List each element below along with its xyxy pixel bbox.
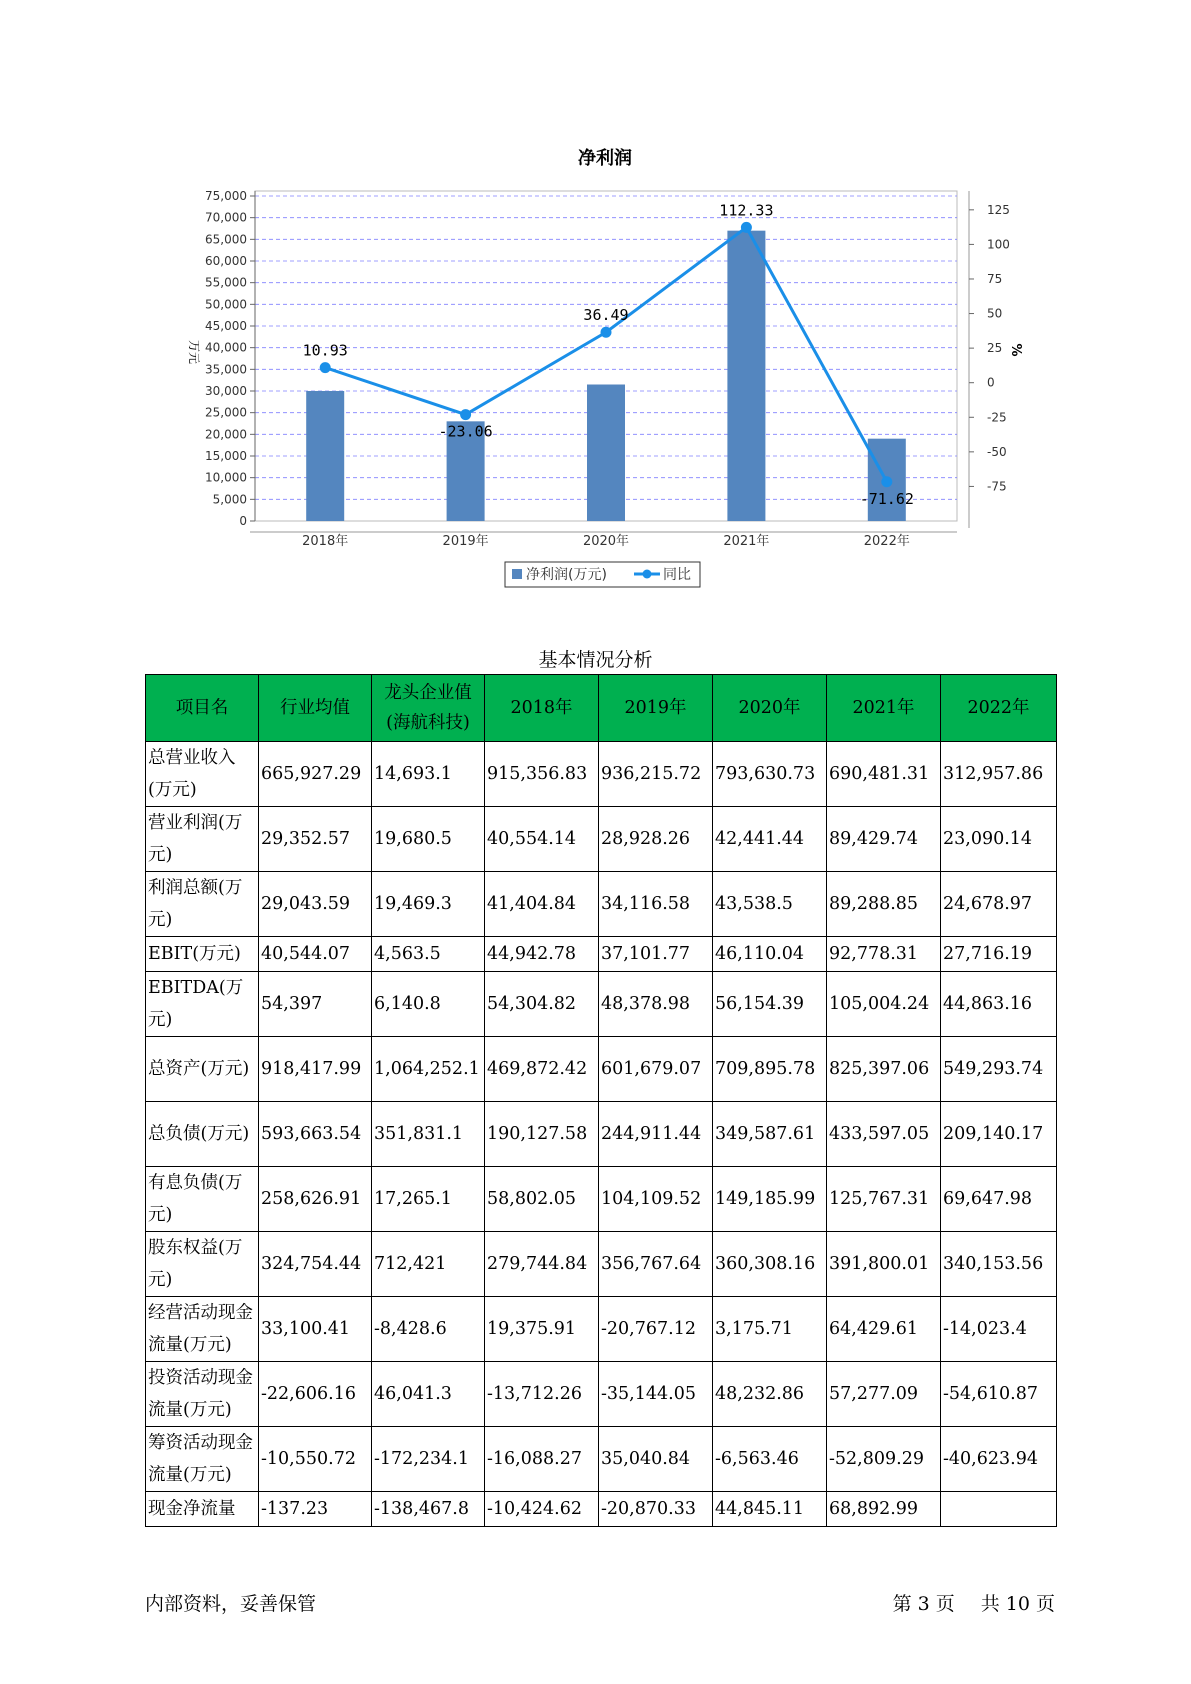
header-cell: 行业均值 <box>259 675 372 742</box>
table-cell: 209,140.17 <box>941 1102 1057 1167</box>
table-cell: -52,809.29 <box>827 1427 941 1492</box>
table-cell: 89,288.85 <box>827 872 941 937</box>
table-cell: 690,481.31 <box>827 742 941 807</box>
x-tick-label: 2021年 <box>723 534 770 549</box>
table-cell: 1,064,252.1 <box>372 1037 485 1102</box>
header-cell: 2021年 <box>827 675 941 742</box>
table-cell: 665,927.29 <box>259 742 372 807</box>
table-cell: 105,004.24 <box>827 972 941 1037</box>
header-cell: 2022年 <box>941 675 1057 742</box>
total-label: 共 <box>980 1593 1000 1615</box>
table-cell: 593,663.54 <box>259 1102 372 1167</box>
table-header-row <box>146 675 1057 742</box>
table-cell: 104,109.52 <box>599 1167 713 1232</box>
y-tick-label: 60,000 <box>205 254 247 268</box>
table-cell: 360,308.16 <box>713 1232 827 1297</box>
table-cell: 35,040.84 <box>599 1427 713 1492</box>
table-cell: 709,895.78 <box>713 1037 827 1102</box>
y2-tick-label: -25 <box>987 410 1007 425</box>
bar <box>587 385 625 522</box>
table-cell: 34,116.58 <box>599 872 713 937</box>
table-cell: 915,356.83 <box>485 742 599 807</box>
table-cell: 549,293.74 <box>941 1037 1057 1102</box>
yoy-point <box>320 362 331 373</box>
table-cell: 40,554.14 <box>485 807 599 872</box>
table-cell: 69,647.98 <box>941 1167 1057 1232</box>
x-tick-label: 2018年 <box>302 534 349 549</box>
table-cell: 44,845.11 <box>713 1492 827 1527</box>
table-title: 基本情况分析 <box>538 649 653 671</box>
page-unit: 页 <box>935 1593 955 1615</box>
table-cell: -16,088.27 <box>485 1427 599 1492</box>
table-cell: 19,469.3 <box>372 872 485 937</box>
legend-line-marker <box>643 570 652 579</box>
table-cell: 258,626.91 <box>259 1167 372 1232</box>
y-tick-label: 70,000 <box>205 210 247 225</box>
table-cell: 64,429.61 <box>827 1297 941 1362</box>
table-cell: 54,304.82 <box>485 972 599 1037</box>
row-label: EBITDA(万元) <box>146 972 259 1037</box>
y-tick-label: 25,000 <box>205 405 247 420</box>
table-cell: 27,716.19 <box>941 937 1057 972</box>
table-cell: 340,153.56 <box>941 1232 1057 1297</box>
y-tick-label: 35,000 <box>205 362 247 377</box>
y-tick-label: 75,000 <box>205 189 247 203</box>
table-cell: -54,610.87 <box>941 1362 1057 1427</box>
table-cell: -35,144.05 <box>599 1362 713 1427</box>
header-cell: 2020年 <box>713 675 827 742</box>
table-cell: 918,417.99 <box>259 1037 372 1102</box>
table-cell: 46,041.3 <box>372 1362 485 1427</box>
table-cell: 54,397 <box>259 972 372 1037</box>
table-row <box>146 807 1057 872</box>
bar <box>727 231 765 521</box>
row-label: 有息负债(万元) <box>146 1167 259 1232</box>
table-cell: -22,606.16 <box>259 1362 372 1427</box>
table-cell: 793,630.73 <box>713 742 827 807</box>
table-cell: 46,110.04 <box>713 937 827 972</box>
table-row <box>146 742 1057 807</box>
table-cell: 42,441.44 <box>713 807 827 872</box>
yoy-point <box>601 327 612 338</box>
y2-tick-label: -50 <box>987 444 1007 459</box>
row-label: EBIT(万元) <box>146 937 259 972</box>
header-cell: 2018年 <box>485 675 599 742</box>
y-tick-label: 40,000 <box>205 340 247 355</box>
y-tick-label: 5,000 <box>212 492 247 507</box>
data-label: -23.06 <box>438 422 493 441</box>
table-cell: 4,563.5 <box>372 937 485 972</box>
y2-tick-label: 100 <box>987 237 1010 252</box>
table-cell: 29,352.57 <box>259 807 372 872</box>
y2-tick-label: 75 <box>987 271 1003 286</box>
table-cell: 44,863.16 <box>941 972 1057 1037</box>
table-row <box>146 1037 1057 1102</box>
table-cell: 43,538.5 <box>713 872 827 937</box>
table-cell: 244,911.44 <box>599 1102 713 1167</box>
table-row <box>146 1297 1057 1362</box>
table-cell: 28,928.26 <box>599 807 713 872</box>
bar <box>306 391 344 521</box>
yoy-point <box>741 222 752 233</box>
table-row <box>146 1492 1057 1527</box>
y-axis-label: 万元 <box>187 339 201 365</box>
y-tick-label: 50,000 <box>205 297 247 312</box>
yoy-point <box>881 476 892 487</box>
table-cell: 349,587.61 <box>713 1102 827 1167</box>
data-label: -71.62 <box>859 489 914 508</box>
y2-tick-label: 25 <box>987 341 1003 356</box>
table-cell: 44,942.78 <box>485 937 599 972</box>
table-cell: -20,870.33 <box>599 1492 713 1527</box>
table-cell: -10,550.72 <box>259 1427 372 1492</box>
footer-confidential-note: 内部资料，妥善保管 <box>145 1593 317 1615</box>
data-label: 36.49 <box>583 306 629 325</box>
table-cell: 17,265.1 <box>372 1167 485 1232</box>
row-label: 现金净流量 <box>146 1492 259 1527</box>
legend-bar-swatch <box>512 569 522 579</box>
row-label: 经营活动现金流量(万元) <box>146 1297 259 1362</box>
table-cell: 6,140.8 <box>372 972 485 1037</box>
data-label: 112.33 <box>719 201 774 220</box>
table-cell: 58,802.05 <box>485 1167 599 1232</box>
table-cell: 41,404.84 <box>485 872 599 937</box>
table-cell: -8,428.6 <box>372 1297 485 1362</box>
table-cell: 391,800.01 <box>827 1232 941 1297</box>
row-label: 总资产(万元) <box>146 1037 259 1102</box>
x-tick-label: 2019年 <box>442 534 489 549</box>
table-cell: 48,378.98 <box>599 972 713 1037</box>
legend-line-label: 同比 <box>663 567 691 583</box>
table-cell: 92,778.31 <box>827 937 941 972</box>
y-tick-label: 55,000 <box>205 275 247 290</box>
table-cell: 14,693.1 <box>372 742 485 807</box>
y-tick-label: 0 <box>239 514 247 528</box>
table-cell: 19,680.5 <box>372 807 485 872</box>
header-cell: 2019年 <box>599 675 713 742</box>
row-label: 投资活动现金流量(万元) <box>146 1362 259 1427</box>
y2-tick-label: 125 <box>987 202 1010 217</box>
page-label: 第 <box>892 1593 912 1615</box>
table-cell: 68,892.99 <box>827 1492 941 1527</box>
page-current: 3 <box>917 1593 930 1615</box>
row-label: 股东权益(万元) <box>146 1232 259 1297</box>
y-tick-label: 10,000 <box>205 470 247 485</box>
table-cell: 19,375.91 <box>485 1297 599 1362</box>
table-row <box>146 972 1057 1037</box>
y-tick-label: 45,000 <box>205 319 247 333</box>
row-label: 总负债(万元) <box>146 1102 259 1167</box>
table-row <box>146 1232 1057 1297</box>
table-cell: 48,232.86 <box>713 1362 827 1427</box>
y2-axis-label: % <box>1008 343 1023 357</box>
table-cell: -10,424.62 <box>485 1492 599 1527</box>
x-tick-label: 2022年 <box>863 534 910 549</box>
table-cell: -14,023.4 <box>941 1297 1057 1362</box>
table-cell: 40,544.07 <box>259 937 372 972</box>
table-cell: 324,754.44 <box>259 1232 372 1297</box>
table-cell: 712,421 <box>372 1232 485 1297</box>
y2-tick-label: 50 <box>987 306 1003 321</box>
y-tick-label: 20,000 <box>205 427 247 442</box>
header-cell: 项目名 <box>146 675 259 742</box>
y-tick-label: 65,000 <box>205 232 247 247</box>
table-cell: 125,767.31 <box>827 1167 941 1232</box>
table-cell: 3,175.71 <box>713 1297 827 1362</box>
table-cell: 190,127.58 <box>485 1102 599 1167</box>
table-cell: -138,467.8 <box>372 1492 485 1527</box>
table-row <box>146 937 1057 972</box>
table-cell: 23,090.14 <box>941 807 1057 872</box>
row-label: 营业利润(万元) <box>146 807 259 872</box>
page-total: 10 <box>1005 1593 1030 1615</box>
table-cell: 279,744.84 <box>485 1232 599 1297</box>
row-label: 筹资活动现金流量(万元) <box>146 1427 259 1492</box>
table-cell: 433,597.05 <box>827 1102 941 1167</box>
table-cell: -40,623.94 <box>941 1427 1057 1492</box>
basic-analysis-table <box>145 674 1057 1527</box>
data-label: 10.93 <box>302 341 348 360</box>
y-tick-label: 30,000 <box>205 384 247 398</box>
table-row <box>146 1427 1057 1492</box>
table-cell: -20,767.12 <box>599 1297 713 1362</box>
footer-page-number <box>887 1589 1055 1616</box>
table-cell: 469,872.42 <box>485 1037 599 1102</box>
table-cell: 149,185.99 <box>713 1167 827 1232</box>
table-cell: 37,101.77 <box>599 937 713 972</box>
table-cell: 56,154.39 <box>713 972 827 1037</box>
x-tick-label: 2020年 <box>582 534 630 549</box>
table-cell: 601,679.07 <box>599 1037 713 1102</box>
table-cell: 24,678.97 <box>941 872 1057 937</box>
table-cell: 57,277.09 <box>827 1362 941 1427</box>
table-cell <box>941 1492 1057 1527</box>
table-cell: 825,397.06 <box>827 1037 941 1102</box>
row-label: 利润总额(万元) <box>146 872 259 937</box>
table-cell: 351,831.1 <box>372 1102 485 1167</box>
table-row <box>146 872 1057 937</box>
table-cell: -172,234.1 <box>372 1427 485 1492</box>
table-cell: 33,100.41 <box>259 1297 372 1362</box>
y2-tick-label: -75 <box>987 479 1007 494</box>
table-cell: 936,215.72 <box>599 742 713 807</box>
table-row <box>146 1167 1057 1232</box>
table-cell: -13,712.26 <box>485 1362 599 1427</box>
net-profit-chart <box>0 0 1191 600</box>
table-cell: 356,767.64 <box>599 1232 713 1297</box>
table-row <box>146 1102 1057 1167</box>
table-cell: -6,563.46 <box>713 1427 827 1492</box>
total-unit: 页 <box>1035 1593 1055 1615</box>
row-label: 总营业收入(万元) <box>146 742 259 807</box>
table-row <box>146 1362 1057 1427</box>
table-cell: 312,957.86 <box>941 742 1057 807</box>
table-cell: -137.23 <box>259 1492 372 1527</box>
header-cell: 龙头企业值(海航科技) <box>372 675 485 742</box>
table-cell: 29,043.59 <box>259 872 372 937</box>
chart-title: 净利润 <box>578 148 632 169</box>
y-tick-label: 15,000 <box>205 449 247 463</box>
y2-tick-label: 0 <box>987 375 995 390</box>
legend-bar-label: 净利润(万元) <box>526 567 607 583</box>
yoy-point <box>460 409 471 420</box>
table-cell: 89,429.74 <box>827 807 941 872</box>
